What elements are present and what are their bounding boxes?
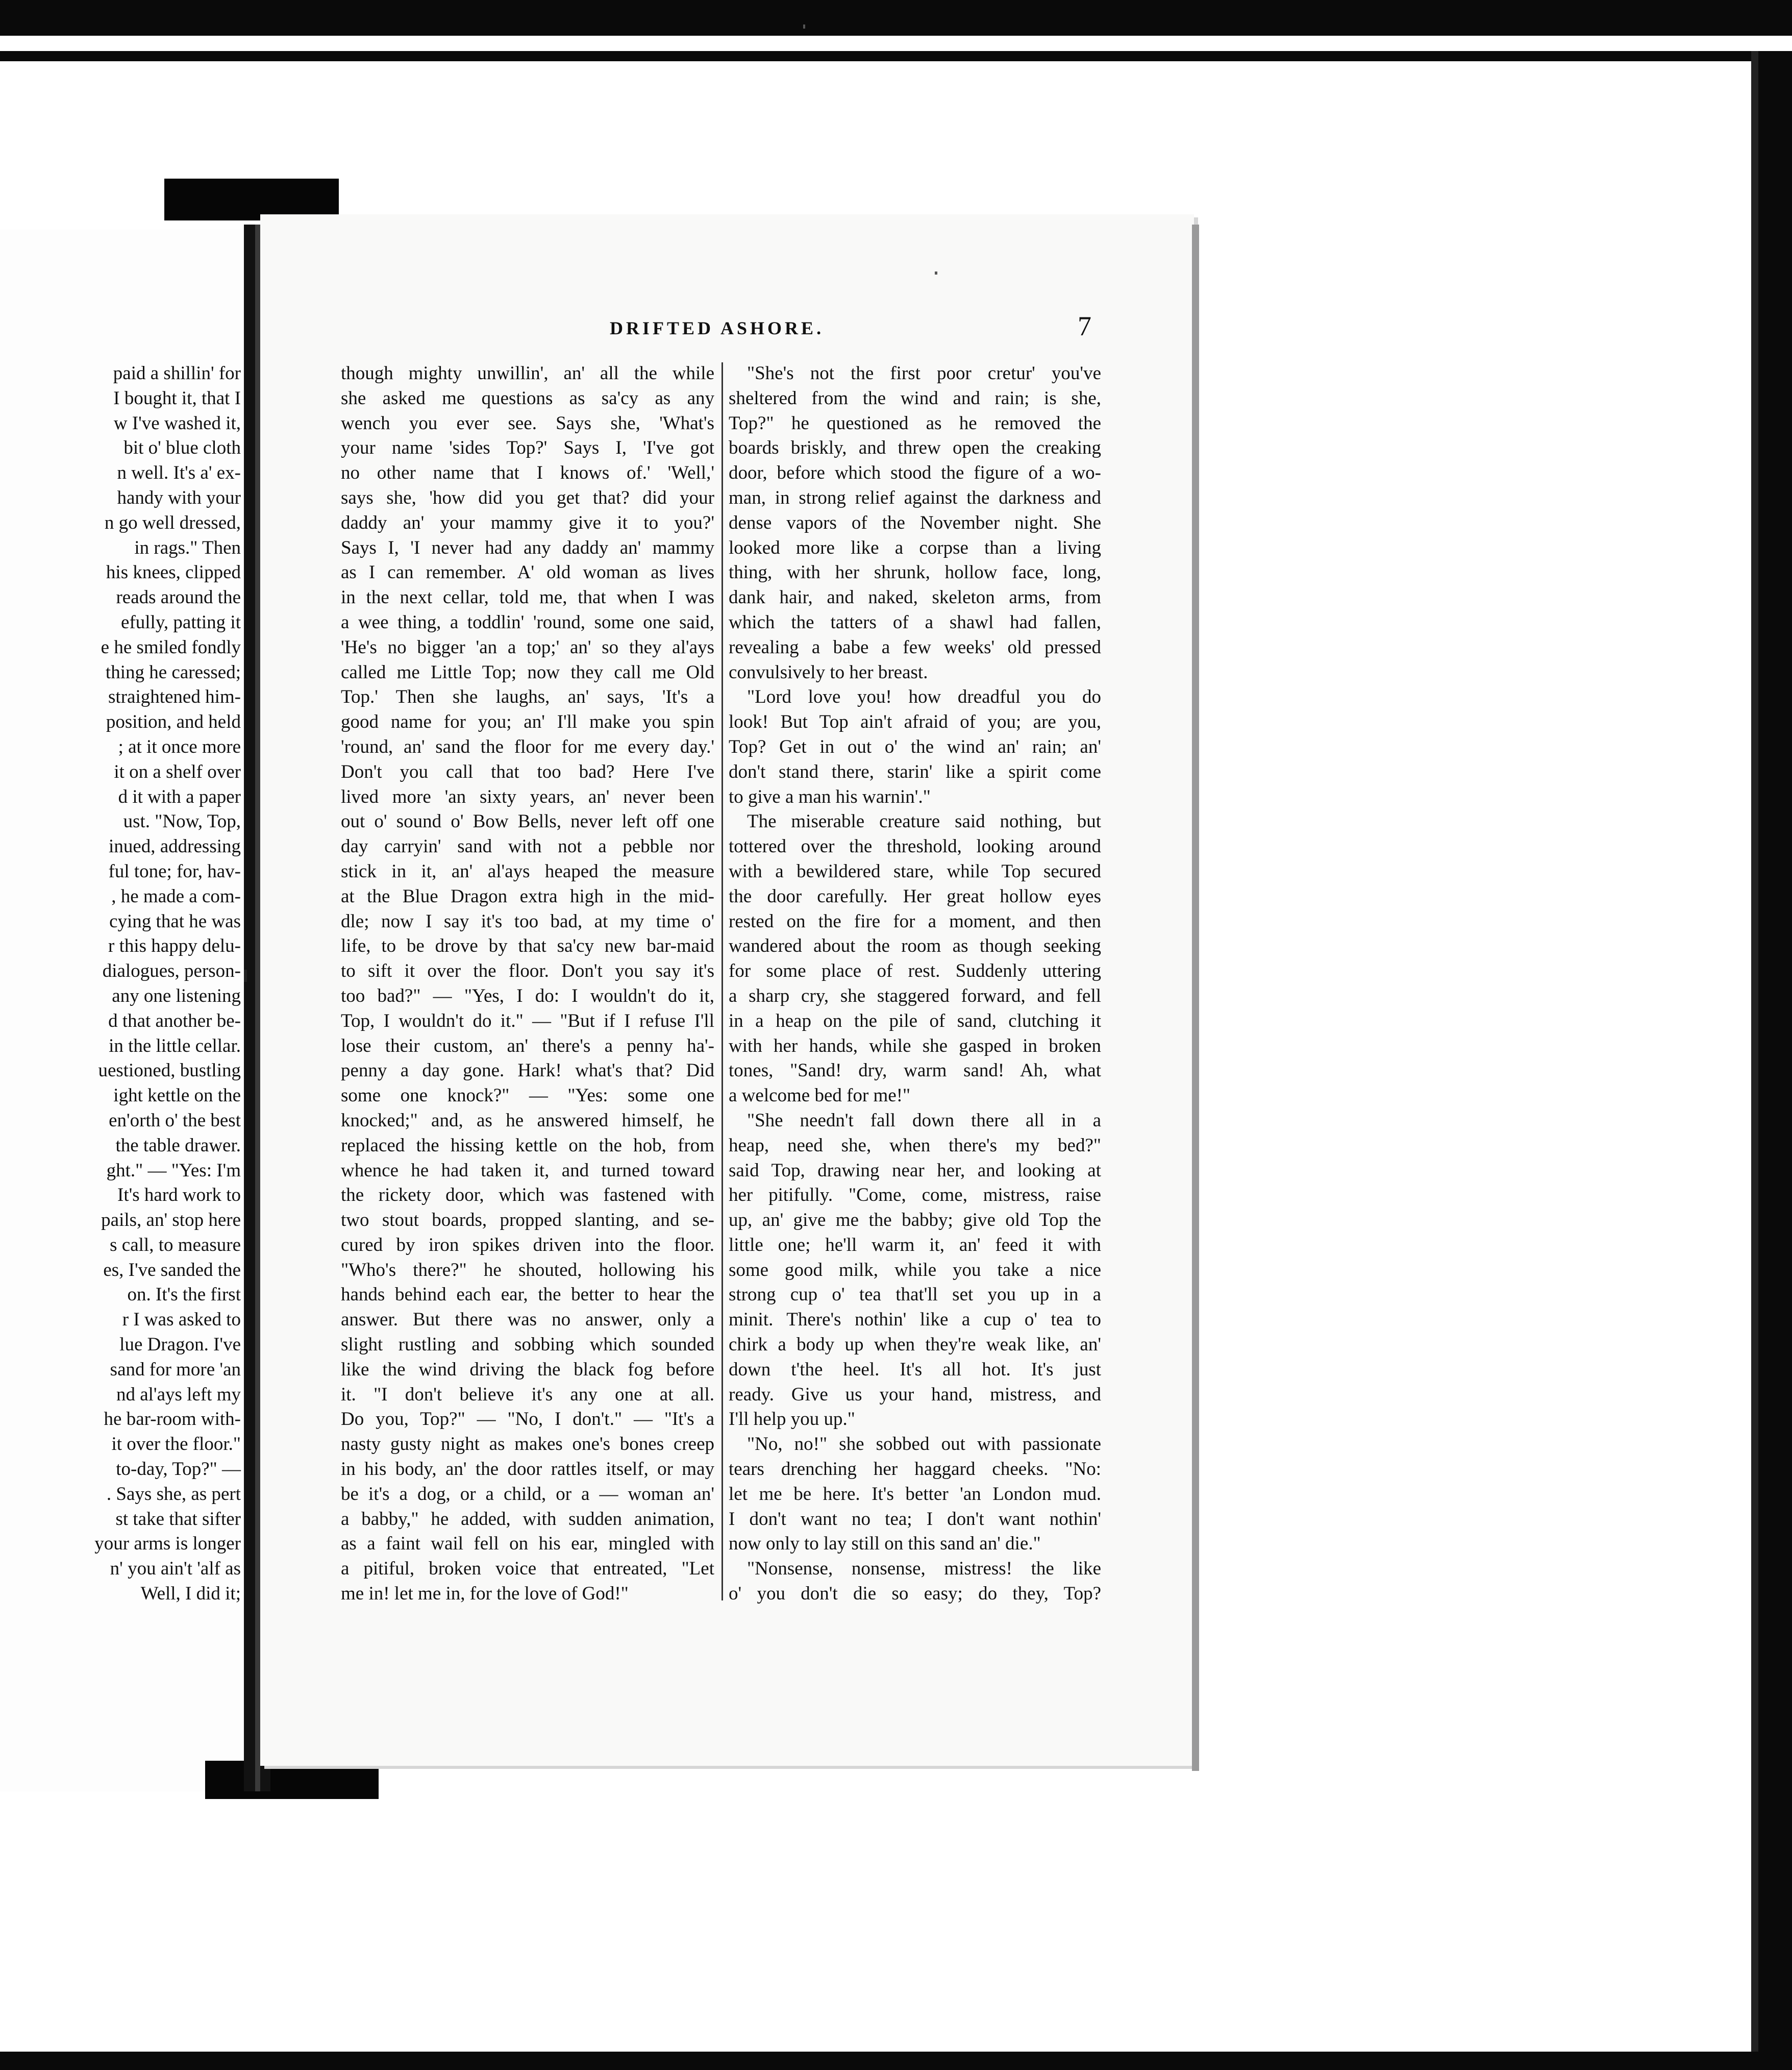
column-divider bbox=[721, 362, 723, 1600]
text-line: your arms is longer bbox=[94, 1533, 241, 1555]
binding-tab-bottom bbox=[205, 1761, 379, 1799]
text-line: which the tatters of a shawl had fallen, bbox=[729, 611, 1101, 633]
text-line: let me be here. It's better 'an London mud. bbox=[729, 1483, 1101, 1505]
text-line: in rags." Then bbox=[134, 537, 241, 558]
text-line: Says I, 'I never had any daddy an' mammy bbox=[341, 537, 714, 558]
text-line: called me Little Top; now they call me Old bbox=[341, 661, 714, 683]
text-line: Top?" he questioned as he removed the bbox=[729, 412, 1101, 434]
text-line: door, before which stood the figure of a wo- bbox=[729, 462, 1101, 484]
scan-speck bbox=[803, 24, 805, 29]
text-line: sand for more 'an bbox=[110, 1359, 241, 1380]
text-line: es, I've sanded the bbox=[103, 1259, 241, 1280]
text-line: heap, need she, when there's my bed?" bbox=[729, 1135, 1101, 1156]
text-line: revealing a babe a few weeks' old pressed bbox=[729, 636, 1101, 658]
text-line: reads around the bbox=[116, 587, 241, 608]
text-line: cured by iron spikes driven into the floor. bbox=[341, 1234, 714, 1255]
text-line: me in! let me in, for the love of God!" bbox=[341, 1583, 629, 1605]
text-line: a babby," he added, with sudden animation, bbox=[341, 1508, 714, 1530]
text-line: daddy an' your mammy give it to you?' bbox=[341, 512, 714, 533]
text-line: ; at it once more bbox=[118, 736, 241, 757]
text-line: w I've washed it, bbox=[113, 412, 241, 434]
text-line: . Says she, as pert bbox=[106, 1483, 241, 1505]
text-line: lived more 'an sixty years, an' never been bbox=[341, 786, 714, 807]
text-line: though mighty unwillin', an' all the while bbox=[341, 363, 714, 384]
text-line: s call, to measure bbox=[110, 1234, 241, 1255]
scan-speck bbox=[935, 272, 937, 275]
text-line: tears drenching her haggard cheeks. "No: bbox=[729, 1459, 1101, 1480]
text-line: convulsively to her breast. bbox=[729, 661, 928, 683]
text-line: I bought it, that I bbox=[113, 387, 241, 409]
text-line: any one listening bbox=[112, 985, 241, 1006]
text-line: o' you don't die so easy; do they, Top? bbox=[729, 1583, 1101, 1605]
text-line: too bad?" — "Yes, I do: I wouldn't do it, bbox=[341, 985, 714, 1006]
previous-page-text bbox=[1, 361, 241, 1607]
text-line: , he made a com- bbox=[111, 885, 241, 907]
scan-frame-right-edge bbox=[1751, 51, 1758, 2070]
text-line: he bar-room with- bbox=[104, 1409, 241, 1430]
text-line: his knees, clipped bbox=[106, 562, 241, 583]
text-line: her pitifully. "Come, come, mistress, raise bbox=[729, 1185, 1101, 1206]
text-line: "She needn't fall down there all in a bbox=[747, 1110, 1101, 1131]
text-line: some one knock?" — "Yes: some one bbox=[341, 1085, 714, 1106]
text-line: boards briskly, and threw open the creaking bbox=[729, 437, 1101, 459]
text-line: day carryin' sand with not a pebble nor bbox=[341, 836, 714, 857]
scan-frame-right bbox=[1755, 51, 1792, 2070]
text-line: "Nonsense, nonsense, mistress! the like bbox=[747, 1558, 1101, 1580]
text-line: for some place of rest. Suddenly uttering bbox=[729, 960, 1101, 982]
text-line: up, an' give me the babby; give old Top the bbox=[729, 1210, 1101, 1231]
text-column-right bbox=[729, 361, 1101, 1607]
text-line: looked more like a corpse than a living bbox=[729, 537, 1101, 558]
text-line: cying that he was bbox=[109, 910, 241, 932]
text-line: whence he had taken it, and turned toward bbox=[341, 1160, 714, 1181]
text-line: ust. "Now, Top, bbox=[123, 811, 241, 832]
text-line: a pitiful, broken voice that entreated, "Let bbox=[341, 1558, 714, 1580]
text-line: a sharp cry, she staggered forward, and fell bbox=[729, 985, 1101, 1006]
text-line: as I can remember. A' old woman as lives bbox=[341, 562, 714, 583]
text-line: to give a man his warnin'." bbox=[729, 786, 931, 807]
text-line: n go well dressed, bbox=[104, 512, 241, 533]
text-line: stick in it, an' al'ays heaped the measure bbox=[341, 860, 714, 882]
text-line: a welcome bed for me!" bbox=[729, 1085, 911, 1106]
text-line: be it's a dog, or a child, or a — woman an' bbox=[341, 1483, 714, 1505]
text-line: on. It's the first bbox=[127, 1284, 241, 1305]
text-line: the door carefully. Her great hollow eyes bbox=[729, 885, 1101, 907]
text-line: I'll help you up." bbox=[729, 1409, 855, 1430]
text-line: "She's not the first poor cretur' you've bbox=[747, 363, 1101, 384]
text-line: ght." — "Yes: I'm bbox=[106, 1160, 241, 1181]
text-line: in a heap on the pile of sand, clutching it bbox=[729, 1010, 1101, 1031]
scan-frame-top bbox=[0, 0, 1792, 36]
text-line: in his body, an' the door rattles itself, or may bbox=[341, 1459, 714, 1480]
text-line: in the next cellar, told me, that when I was bbox=[341, 587, 714, 608]
text-line: lose their custom, an' there's a penny ha'- bbox=[341, 1035, 714, 1056]
text-line: d it with a paper bbox=[118, 786, 241, 807]
text-line: wandered about the room as though seeking bbox=[729, 935, 1101, 957]
book-spine-highlight bbox=[255, 225, 260, 1791]
text-line: she asked me questions as sa'cy as any bbox=[341, 387, 714, 409]
text-line: rested on the fire for a moment, and then bbox=[729, 910, 1101, 932]
text-line: n' you ain't 'alf as bbox=[110, 1558, 241, 1580]
text-line: Top, I wouldn't do it." — "But if I refuse I'll bbox=[341, 1010, 714, 1031]
page-edge bbox=[1192, 225, 1199, 1771]
text-line: uestioned, bustling bbox=[98, 1060, 241, 1081]
text-line: said Top, drawing near her, and looking at bbox=[729, 1160, 1101, 1181]
text-line: replaced the hissing kettle on the hob, from bbox=[341, 1135, 714, 1156]
text-line: inued, addressing bbox=[109, 836, 241, 857]
text-line: wench you ever see. Says she, 'What's bbox=[341, 412, 714, 434]
text-line: down t'the heel. It's all hot. It's just bbox=[729, 1359, 1101, 1380]
text-line: pails, an' stop here bbox=[101, 1210, 241, 1231]
text-line: straightened him- bbox=[108, 686, 241, 708]
text-line: dank hair, and naked, skeleton arms, from bbox=[729, 587, 1101, 608]
text-line: some good milk, while you take a nice bbox=[729, 1259, 1101, 1280]
text-line: n well. It's a' ex- bbox=[117, 462, 241, 484]
text-line: "Lord love you! how dreadful you do bbox=[747, 686, 1101, 708]
text-line: with her hands, while she gasped in broken bbox=[729, 1035, 1101, 1056]
text-line: penny a day gone. Hark! what's that? Did bbox=[341, 1060, 714, 1081]
text-line: as a faint wail fell on his ear, mingled with bbox=[341, 1533, 714, 1555]
text-line: the rickety door, which was fastened with bbox=[341, 1185, 714, 1206]
text-line: Top? Get in out o' the wind an' rain; an' bbox=[729, 736, 1101, 757]
text-line: ight kettle on the bbox=[113, 1085, 241, 1106]
text-line: 'He's no bigger 'an a top;' an' so they al'ays bbox=[341, 636, 714, 658]
text-line: Top.' Then she laughs, an' says, 'It's a bbox=[341, 686, 714, 708]
text-line: out o' sound o' Bow Bells, never left off one bbox=[341, 811, 714, 832]
text-line: slight rustling and sobbing which sounded bbox=[341, 1334, 714, 1356]
text-line: to sift it over the floor. Don't you say it's bbox=[341, 960, 714, 982]
text-line: st take that sifter bbox=[115, 1508, 241, 1530]
text-line: knocked;" and, as he answered himself, he bbox=[341, 1110, 714, 1131]
text-line: handy with your bbox=[117, 487, 241, 508]
text-line: The miserable creature said nothing, but bbox=[747, 811, 1101, 832]
running-head: DRIFTED ASHORE. bbox=[610, 318, 825, 338]
text-line: in the little cellar. bbox=[109, 1035, 241, 1056]
text-line: e he smiled fondly bbox=[101, 636, 241, 658]
text-line: en'orth o' the best bbox=[109, 1110, 241, 1131]
text-line: I don't want no tea; I don't want nothin' bbox=[729, 1508, 1101, 1530]
text-line: nd al'ays left my bbox=[116, 1384, 241, 1405]
text-line: lue Dragon. I've bbox=[119, 1334, 241, 1356]
text-line: position, and held bbox=[106, 711, 241, 733]
text-line: life, to be drove by that sa'cy new bar-maid bbox=[341, 935, 714, 957]
text-line: d that another be- bbox=[108, 1010, 241, 1031]
text-line: Do you, Top?" — "No, I don't." — "It's a bbox=[341, 1409, 714, 1430]
text-line: chirk a body up when they're weak like, an' bbox=[729, 1334, 1101, 1356]
text-line: look! But Top ain't afraid of you; are you, bbox=[729, 711, 1101, 733]
scan-frame-band bbox=[0, 51, 1792, 61]
text-line: tones, "Sand! dry, warm sand! Ah, what bbox=[729, 1060, 1101, 1081]
text-line: says she, 'how did you get that? did your bbox=[341, 487, 714, 508]
text-line: It's hard work to bbox=[117, 1185, 241, 1206]
text-line: "No, no!" she sobbed out with passionate bbox=[747, 1434, 1101, 1455]
text-line: Well, I did it; bbox=[140, 1583, 241, 1605]
text-line: thing he caressed; bbox=[105, 661, 241, 683]
text-line: it. "I don't believe it's any one at all. bbox=[341, 1384, 714, 1405]
text-line: answer. But there was no answer, only a bbox=[341, 1309, 714, 1330]
text-line: little one; he'll warm it, an' feed it with bbox=[729, 1234, 1101, 1255]
text-line: ful tone; for, hav- bbox=[108, 860, 241, 882]
text-line: 'round, an' sand the floor for me every day.' bbox=[341, 736, 714, 757]
text-line: with a bewildered stare, while Top secured bbox=[729, 860, 1101, 882]
scan-frame-bottom bbox=[0, 2052, 1792, 2070]
text-line: at the Blue Dragon extra high in the mid- bbox=[341, 885, 714, 907]
text-line: nasty gusty night as makes one's bones creep bbox=[341, 1434, 714, 1455]
text-line: "Who's there?" he shouted, hollowing his bbox=[341, 1259, 714, 1280]
text-line: man, in strong relief against the darkness and bbox=[729, 487, 1101, 508]
text-line: like the wind driving the black fog before bbox=[341, 1359, 714, 1380]
text-line: strong cup o' tea that'll set you up in a bbox=[729, 1284, 1101, 1305]
text-line: now only to lay still on this sand an' die." bbox=[729, 1533, 1041, 1555]
text-line: the table drawer. bbox=[115, 1135, 241, 1156]
text-line: dense vapors of the November night. She bbox=[729, 512, 1101, 533]
text-line: no other name that I knows of.' 'Well,' bbox=[341, 462, 714, 484]
text-line: it on a shelf over bbox=[114, 761, 241, 782]
text-line: don't stand there, starin' like a spirit come bbox=[729, 761, 1101, 782]
text-line: it over the floor." bbox=[111, 1434, 241, 1455]
text-line: r I was asked to bbox=[122, 1309, 241, 1330]
text-line: bit o' blue cloth bbox=[123, 437, 241, 459]
text-line: efully, patting it bbox=[121, 611, 241, 633]
text-line: two stout boards, propped slanting, and se- bbox=[341, 1210, 714, 1231]
text-line: Don't you call that too bad? Here I've bbox=[341, 761, 714, 782]
text-line: dialogues, person- bbox=[102, 960, 241, 982]
text-line: paid a shillin' for bbox=[113, 363, 241, 384]
text-line: ready. Give us your hand, mistress, and bbox=[729, 1384, 1101, 1405]
text-line: good name for you; an' I'll make you spin bbox=[341, 711, 714, 733]
text-line: thing, with her shrunk, hollow face, long, bbox=[729, 562, 1101, 583]
text-line: to-day, Top?" — bbox=[116, 1459, 241, 1480]
page-number: 7 bbox=[1078, 311, 1091, 341]
text-line: r this happy delu- bbox=[108, 935, 241, 957]
text-line: sheltered from the wind and rain; is she, bbox=[729, 387, 1101, 409]
previous-page-fragment bbox=[0, 230, 255, 1791]
text-line: tottered over the threshold, looking around bbox=[729, 836, 1101, 857]
text-line: a wee thing, a toddlin' 'round, some one said, bbox=[341, 611, 714, 633]
text-column-left bbox=[341, 361, 714, 1607]
text-line: your name 'sides Top?' Says I, 'I've got bbox=[341, 437, 714, 459]
scan-speck bbox=[244, 970, 247, 982]
text-line: dle; now I say it's too bad, at my time o' bbox=[341, 910, 714, 932]
text-line: hands behind each ear, the better to hear the bbox=[341, 1284, 714, 1305]
text-line: minit. There's nothin' like a cup o' tea to bbox=[729, 1309, 1101, 1330]
